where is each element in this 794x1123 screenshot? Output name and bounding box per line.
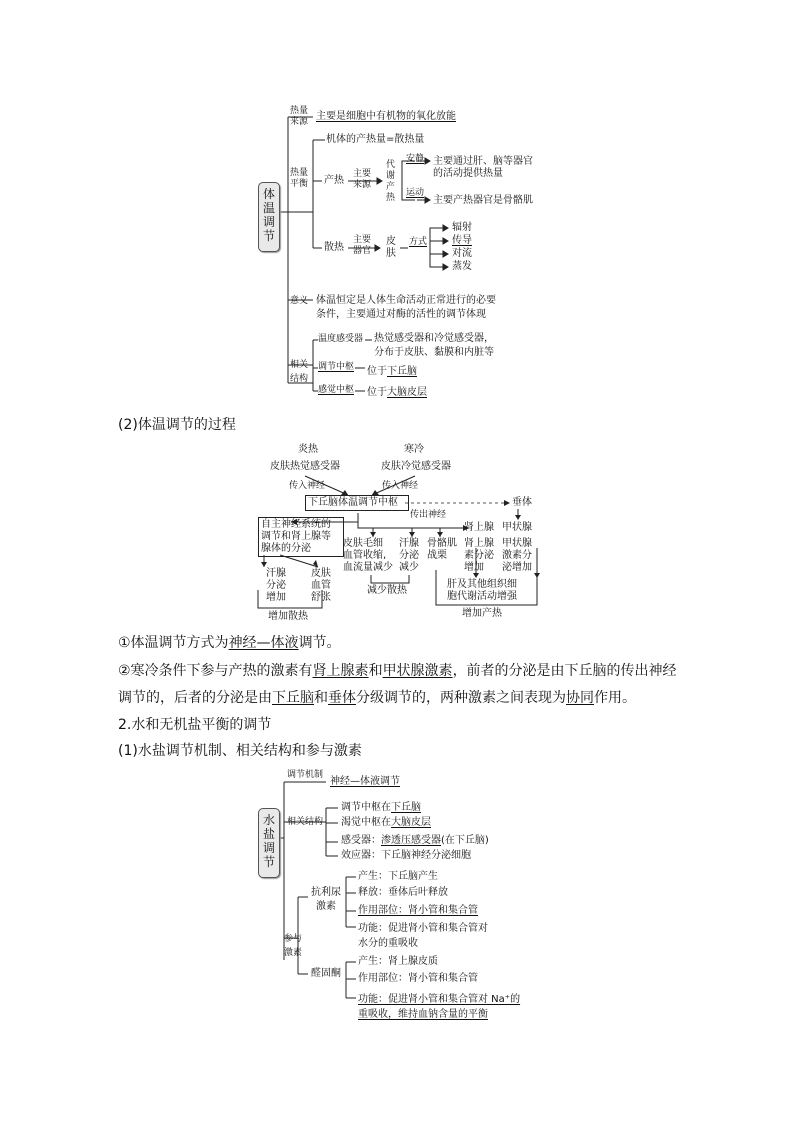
exercise-label: 运动 <box>406 188 425 198</box>
p3-answer-2: 垂体 <box>328 690 356 706</box>
ws-struct-2-answer: 大脑皮层 <box>391 817 431 828</box>
adh-item-2: 释放：垂体后叶释放 <box>358 887 448 898</box>
p3-text-b: 分级调节的，两种激素之间表现为 <box>356 690 566 706</box>
adrenal-label: 肾上腺 <box>464 522 494 533</box>
heat-source-text: 主要是细胞中有机物的氧化放能 <box>316 111 456 122</box>
p1-answer: 神经—体液 <box>228 635 299 651</box>
mechanism-text: 神经—体液调节 <box>330 776 400 787</box>
ws-struct-3-prefix: 感受器： <box>341 835 381 846</box>
structures-label: 相关 结构 <box>290 360 309 384</box>
sense-center-name: 感觉中枢 <box>318 385 355 395</box>
heading-2: 2.水和无机盐平衡的调节 <box>118 717 272 733</box>
hot-receptor: 皮肤热觉感受器 <box>270 461 340 472</box>
muscle-shiver: 骨骼肌 战栗 <box>427 538 457 561</box>
way-conduction: 传导 <box>452 235 472 246</box>
heat-dissipation-label: 散热 <box>324 242 344 253</box>
reg-center-text <box>367 366 417 378</box>
ws-struct-1-prefix: 调节中枢在 <box>341 802 391 813</box>
adh-name: 抗利尿 激素 <box>311 887 341 912</box>
p3-answer-1: 下丘脑 <box>272 690 314 706</box>
metabolism-text: 肝及其他组织细 胞代谢活动增强 <box>447 579 517 602</box>
water-root-node: 水 盐 调 节 <box>258 808 280 878</box>
ws-struct-4 <box>341 850 471 862</box>
ald-item-2: 作用部位：肾小管和集合管 <box>358 973 478 984</box>
production-main-source: 主要 来源 <box>353 169 372 190</box>
reg-center-answer: 下丘脑 <box>387 366 417 377</box>
heat-source-label: 热量 来源 <box>290 106 309 127</box>
ws-struct-1 <box>341 802 421 814</box>
p2-text-mid: 和 <box>368 663 383 679</box>
ws-struct-1-answer: 下丘脑 <box>391 802 421 813</box>
skin-vessel-constrict: 皮肤毛细 血管收缩, 血流量减少 <box>343 538 393 573</box>
p3-text-c: 作用。 <box>594 690 636 706</box>
sweat-increase: 汗腺 分泌 增加 <box>266 568 286 603</box>
p3-text-a: 调节的，后者的分泌是由 <box>118 690 272 706</box>
mechanism-label: 调节机制 <box>287 770 324 780</box>
ws-struct-2 <box>341 817 431 829</box>
temp-receptor-name: 温度感受器 <box>318 334 364 344</box>
p2-answer-1: 肾上腺素 <box>312 663 369 679</box>
vessel-dilate: 皮肤 血管 舒张 <box>311 568 331 603</box>
increase-heat-loss: 增加散热 <box>268 611 308 622</box>
pituitary-label: 垂体 <box>512 497 532 508</box>
p3-answer-3: 协同 <box>566 690 594 706</box>
paragraph-2 <box>118 662 677 680</box>
exercise-text: 主要产热器官是骨骼肌 <box>433 195 533 206</box>
ws-struct-3-answer: 渗透压感受器 <box>381 835 441 846</box>
p3-text-mid: 和 <box>314 690 328 706</box>
p1-text-a: ①体温调节方式为 <box>118 635 229 651</box>
heat-balance-label: 热量 平衡 <box>290 168 309 189</box>
paragraph-1 <box>118 634 341 652</box>
adh-item-1: 产生：下丘脑产生 <box>358 871 438 882</box>
ws-struct-2-prefix: 渴觉中枢在 <box>341 817 391 828</box>
sweat-decrease: 汗腺 分泌 减少 <box>399 538 419 573</box>
way-convection: 对流 <box>452 248 472 259</box>
temp-receptor-text: 热觉感受器和冷觉感受器， 分布于皮肤、黏膜和内脏等 <box>374 333 494 358</box>
thermo-center-box: 下丘脑体温调节中枢 <box>305 495 409 511</box>
thyroid-label: 甲状腺 <box>502 522 532 533</box>
sense-center-answer: 大脑皮层 <box>387 387 427 398</box>
p2-text-b: ，前者的分泌是由下丘脑的传出神经 <box>452 663 677 679</box>
metabolic-heat: 代 谢 产 热 <box>386 160 396 203</box>
way-radiation: 辐射 <box>452 222 472 233</box>
skin-label: 皮 肤 <box>386 236 396 259</box>
paragraph-3 <box>118 689 636 707</box>
dissipation-main-organ: 主要 器官 <box>353 235 372 256</box>
adh-item-3: 作用部位：肾小管和集合管 <box>358 905 478 916</box>
p2-answer-2: 甲状腺激素 <box>382 663 453 679</box>
p1-text-b: 调节。 <box>298 635 341 651</box>
ws-struct-3-suffix: (在下丘脑) <box>441 835 489 846</box>
reg-center-prefix: 位于 <box>367 366 387 377</box>
adh-item-4: 功能：促进肾小管和集合管对 水分的重吸收 <box>358 923 488 949</box>
balance-equation: 机体的产热量=散热量 <box>326 134 425 145</box>
p2-text-a: ②寒冷条件下参与产热的激素有 <box>118 663 313 679</box>
thyroid-secretion: 甲状腺 激素分 泌增加 <box>502 538 532 573</box>
adrenal-secretion: 肾上腺 素分泌 增加 <box>464 538 494 573</box>
reg-center-name: 调节中枢 <box>318 362 355 372</box>
cold-receptor: 皮肤冷觉感受器 <box>381 461 451 472</box>
sense-center-text <box>367 387 427 399</box>
way-evaporation: 蒸发 <box>452 261 472 272</box>
significance-text: 体温恒定是人体生命活动正常进行的必要 条件，主要通过对酶的活性的调节体现 <box>316 295 496 320</box>
autonomic-box: 自主神经系统的 调节和肾上腺等 腺体的分泌 <box>258 517 344 557</box>
ws-struct-3 <box>341 835 489 847</box>
hormones-label: 参与 激素 <box>284 934 303 958</box>
rest-text: 主要通过肝、脑等器官 的活动提供热量 <box>433 156 533 179</box>
ald-item-1: 产生：肾上腺皮质 <box>358 956 438 967</box>
afferent-right: 传入神经 <box>382 481 419 491</box>
hot-label: 炎热 <box>298 444 318 455</box>
heading-2-1: (1)水盐调节机制、相关结构和参与激素 <box>118 743 362 759</box>
afferent-left: 传入神经 <box>289 481 326 491</box>
thermo-root-node: 体 温 调 节 <box>258 182 280 252</box>
ald-item-3: 功能：促进肾小管和集合管对 Na⁺的 重吸收，维持血钠含量的平衡 <box>358 994 521 1020</box>
sense-center-prefix: 位于 <box>367 387 387 398</box>
aldosterone-name: 醛固酮 <box>311 968 341 979</box>
structures-water-label: 相关结构 <box>287 817 324 827</box>
significance-label: 意义 <box>290 296 309 306</box>
heat-production-label: 产热 <box>324 175 344 186</box>
cold-label: 寒冷 <box>404 444 424 455</box>
section-process-heading: (2)体温调节的过程 <box>118 417 236 433</box>
increase-heat-prod: 增加产热 <box>462 608 502 619</box>
reduce-heat-loss: 减少散热 <box>367 585 407 596</box>
method-label: 方式 <box>409 237 428 247</box>
efferent-label: 传出神经 <box>410 510 447 520</box>
rest-label: 安静 <box>406 154 425 164</box>
ws-struct-4-prefix: 效应器：下丘脑神经分泌细胞 <box>341 850 471 861</box>
